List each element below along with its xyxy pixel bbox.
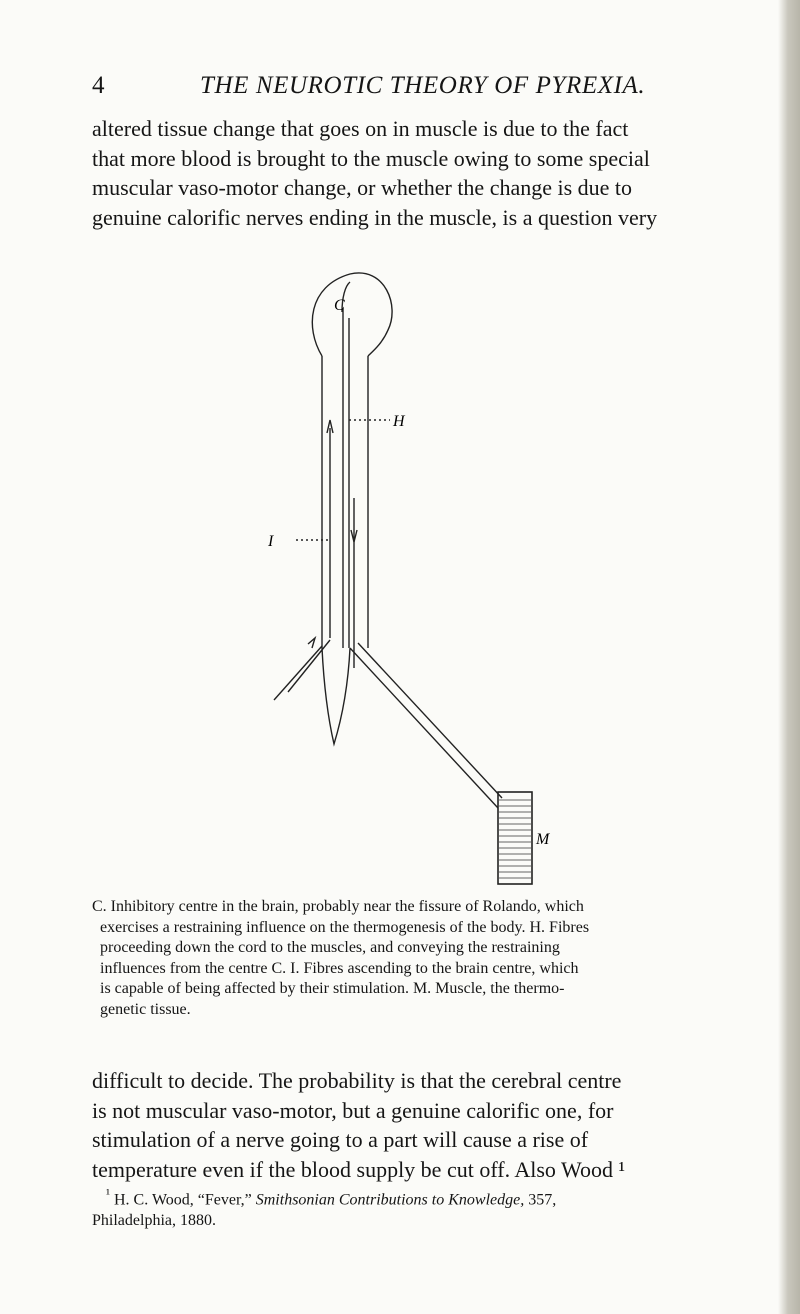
- text-line: is not muscular vaso-motor, but a genuine calorific one, for: [92, 1097, 614, 1123]
- text-line: genuine calorific nerves ending in the muscle, is a question very: [92, 204, 658, 230]
- cord-taper: [322, 648, 350, 744]
- brain-outline: [312, 273, 392, 356]
- caption-line: C. Inhibitory centre in the brain, probably near the fissure of Rolando, which: [92, 898, 584, 915]
- footnote-author: H. C. Wood, “Fever,”: [110, 1191, 256, 1209]
- footnote: [92, 1184, 742, 1231]
- label-i: I: [268, 533, 274, 550]
- running-title: THE NEUROTIC THEORY OF PYREXIA.: [200, 72, 646, 99]
- label-h: H: [393, 413, 405, 430]
- arrow-afferent: [308, 638, 315, 648]
- text-line: muscular vaso-motor change, or whether the change is due to: [92, 175, 633, 200]
- label-m: M: [536, 831, 550, 848]
- efferent-nerve-2: [358, 643, 502, 798]
- caption-line: proceeding down the cord to the muscles, and conveying the restraining: [100, 939, 560, 956]
- footnote-marker: ¹: [106, 1186, 110, 1201]
- text-line: stimulation of a nerve going to a part will cause a rise of: [92, 1127, 589, 1152]
- caption-line: genetic tissue.: [100, 1000, 191, 1018]
- page-header: [92, 72, 722, 112]
- paragraph-bottom: [92, 1066, 739, 1184]
- label-c: C: [334, 297, 345, 314]
- footnote-line: [92, 1184, 742, 1211]
- caption-line: is capable of being affected by their stimulation. M. Muscle, the thermo-: [100, 980, 565, 997]
- caption-line: influences from the centre C. I. Fibres ascending to the brain centre, which: [100, 959, 579, 977]
- paragraph-top: [92, 114, 739, 232]
- efferent-nerve-1: [350, 648, 498, 808]
- footnote-publication: Smithsonian Contributions to Knowledge,: [255, 1191, 525, 1209]
- footnote-number: 357,: [524, 1191, 557, 1209]
- page-edge-shadow: [778, 0, 800, 1314]
- nerve-diagram: [250, 268, 570, 888]
- text-line: that more blood is brought to the muscle owing to some special: [92, 145, 650, 171]
- text-line: altered tissue change that goes on in muscle is due to the fact: [92, 116, 629, 141]
- page-number: 4: [92, 72, 105, 99]
- text-line: difficult to decide. The probability is that the cerebral centre: [92, 1068, 622, 1093]
- text-line: temperature even if the blood supply be cut off. Also Wood ¹: [92, 1156, 626, 1182]
- afferent-nerve-1: [274, 646, 322, 700]
- muscle-hatching: [499, 800, 531, 878]
- caption-line: exercises a restraining influence on the thermogenesis of the body. H. Fibres: [100, 918, 590, 936]
- footnote-line: Philadelphia, 1880.: [92, 1211, 216, 1229]
- figure-caption: [92, 897, 732, 1020]
